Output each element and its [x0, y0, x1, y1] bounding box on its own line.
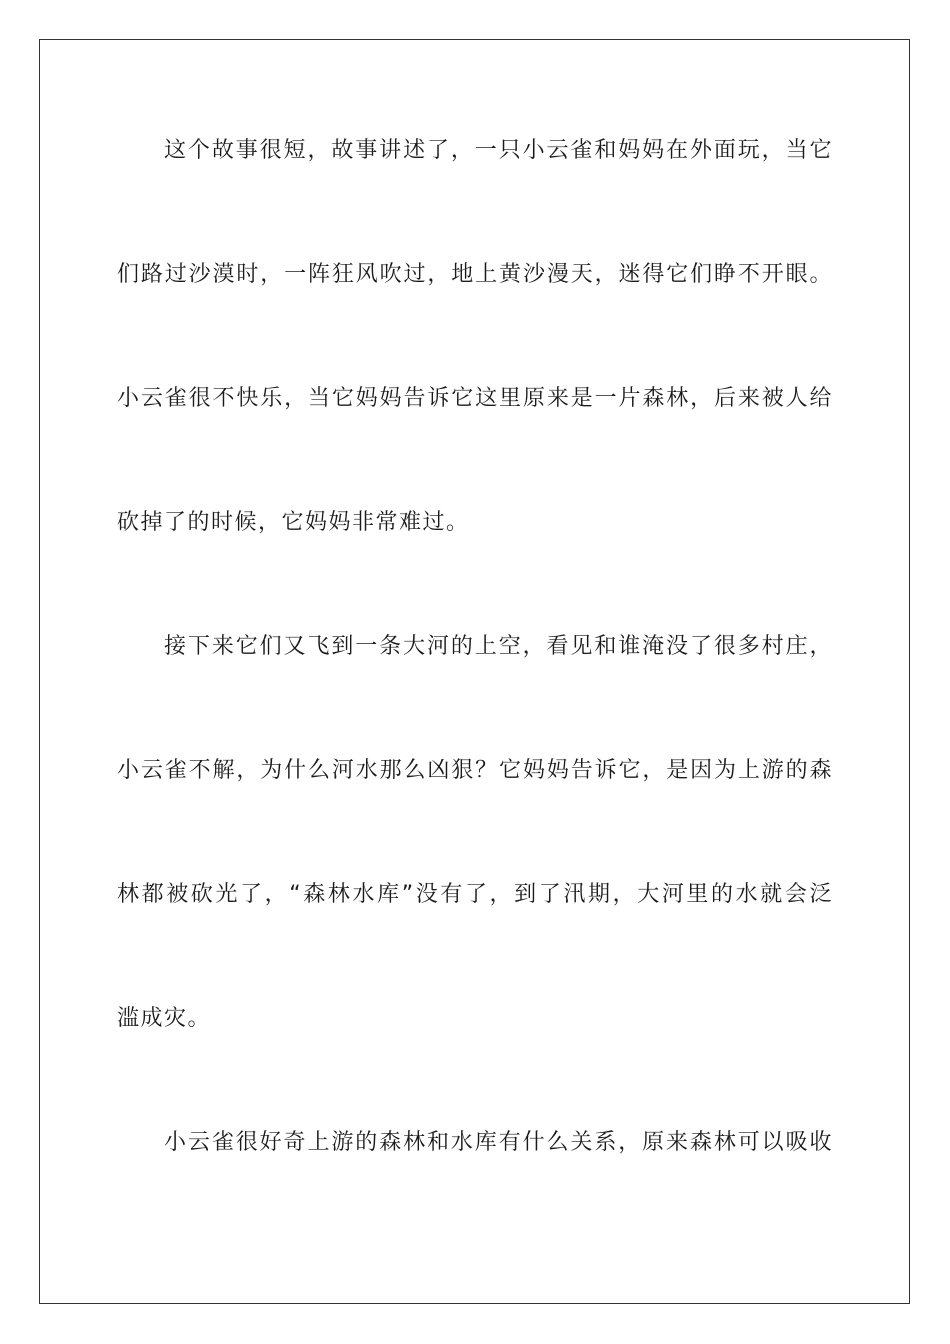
document-body — [117, 126, 833, 1242]
paragraph-3-line-1: 小云雀很好奇上游的森林和水库有什么关系，原来森林可以吸收 — [164, 1130, 833, 1155]
paragraph-2-line-4: 滥成灾。 — [117, 1006, 212, 1031]
paragraph-1-line-3: 小云雀很不快乐，当它妈妈告诉它这里原来是一片森林，后来被人给 — [117, 386, 833, 411]
paragraph-1-line-4: 砍掉了的时候，它妈妈非常难过。 — [117, 510, 470, 535]
paragraph-2-line-3: 林都被砍光了，“森林水库”没有了，到了汛期，大河里的水就会泛 — [117, 882, 833, 907]
paragraph-1-line-1: 这个故事很短，故事讲述了，一只小云雀和妈妈在外面玩，当它 — [164, 138, 833, 163]
paragraph-2-line-2: 小云雀不解，为什么河水那么凶狠？它妈妈告诉它，是因为上游的森 — [117, 758, 833, 783]
paragraph-1-line-2: 们路过沙漠时，一阵狂风吹过，地上黄沙漫天，迷得它们睁不开眼。 — [117, 262, 833, 287]
paragraph-2-line-1: 接下来它们又飞到一条大河的上空，看见和谁淹没了很多村庄， — [164, 634, 833, 659]
